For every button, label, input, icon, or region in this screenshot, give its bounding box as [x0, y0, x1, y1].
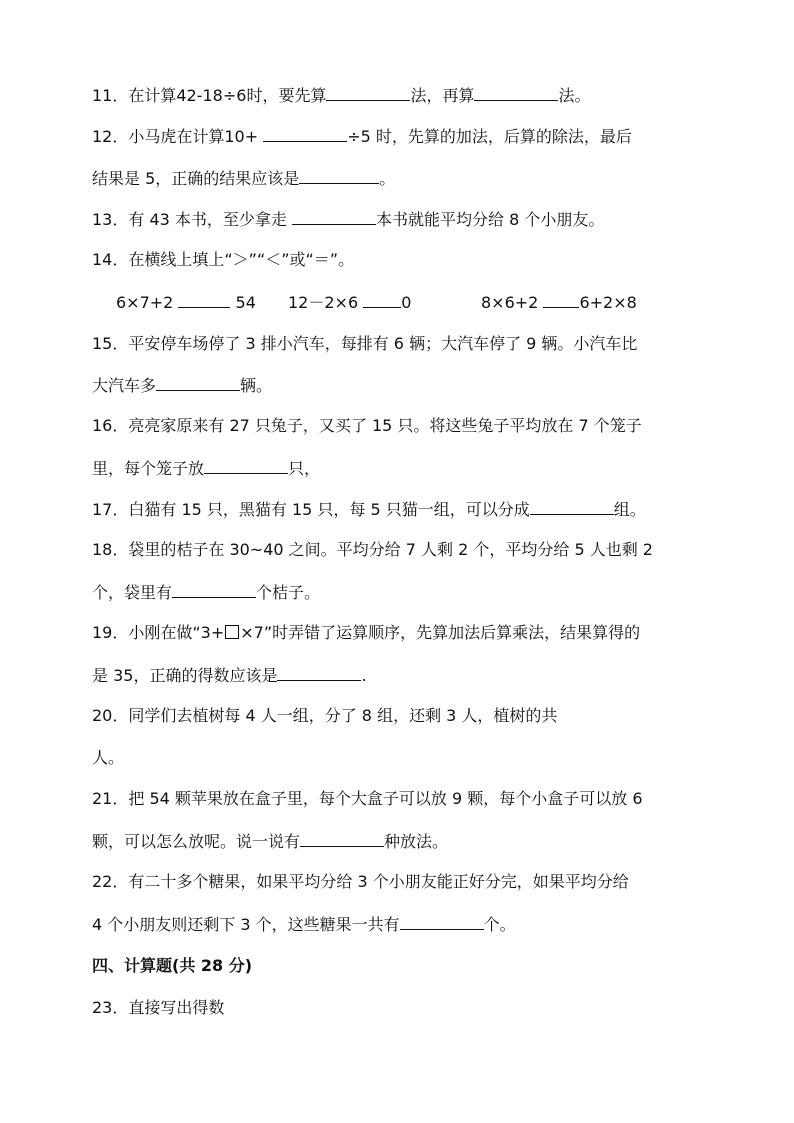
blank-square-icon [225, 625, 239, 639]
q14-text: 14．在横线上填上“＞”“＜”或“＝”。 [92, 250, 355, 269]
question-18 [92, 538, 653, 562]
question-21 [92, 787, 643, 811]
section-4-title: 四、计算题(共 28 分) [92, 956, 253, 975]
question-23 [92, 996, 224, 1020]
q17-text-1: 17．白猫有 15 只，黑猫有 15 只，每 5 只猫一组，可以分成 [92, 500, 530, 519]
question-14 [92, 248, 354, 272]
q14-expr-1-left: 6×7+2 [116, 293, 174, 312]
q14-blank-1[interactable] [178, 290, 230, 308]
question-14-expressions [0, 290, 794, 314]
q13-blank[interactable] [292, 207, 376, 225]
q16-text-1: 16．亮亮家原来有 27 只兔子，又买了 15 只。将这些兔子平均放在 7 个笼子 [92, 416, 642, 435]
q19-text-1: 19．小刚在做“3+ [92, 623, 225, 642]
q14-expr-1-right: 54 [235, 293, 256, 312]
q18-text-1: 18．袋里的桔子在 30~40 之间。平均分给 7 人剩 2 个，平均分给 5 人也剩 2 [92, 540, 653, 559]
q12-text-1: 12．小马虎在计算10+ [92, 127, 264, 146]
question-16-line-2 [92, 456, 320, 480]
question-22-line-2 [92, 912, 516, 936]
q14-comparison-1 [116, 290, 256, 315]
q15-text-2: 大汽车多 [92, 376, 157, 395]
question-19 [92, 621, 640, 645]
question-16 [92, 414, 642, 438]
question-15-line-2 [92, 373, 272, 397]
q20-text-1: 20．同学们去植树每 4 人一组，分了 8 组，还剩 3 人，植树的共 [92, 706, 558, 725]
question-19-line-2 [92, 663, 367, 687]
q22-text-2: 4 个小朋友则还剩下 3 个，这些糖果一共有 [92, 915, 400, 934]
q12-blank-1[interactable] [263, 124, 347, 142]
question-15 [92, 332, 637, 356]
q14-expr-2-right: 0 [401, 293, 412, 312]
q11-blank-1[interactable] [326, 83, 410, 101]
q11-blank-2[interactable] [474, 83, 558, 101]
q18-text-3: 个桔子。 [256, 583, 321, 602]
q21-text-3: 种放法。 [384, 832, 449, 851]
question-21-line-2 [92, 829, 448, 853]
q12-text-4: 。 [379, 169, 396, 188]
q12-blank-2[interactable] [299, 166, 379, 184]
q14-expr-3-left: 8×6+2 [481, 293, 539, 312]
section-heading [92, 954, 252, 978]
question-12 [92, 124, 632, 148]
q23-text: 23．直接写出得数 [92, 998, 225, 1017]
q16-text-2: 里，每个笼子放 [92, 459, 205, 478]
question-13 [92, 207, 604, 231]
q14-blank-3[interactable] [543, 290, 579, 308]
q19-text-2: ×7”时弄错了运算顺序，先算加法后算乘法，结果算得的 [240, 623, 641, 642]
q20-text-2: 人。 [92, 748, 125, 767]
q19-text-3: 是 35，正确的得数应该是 [92, 666, 278, 685]
q15-text-1: 15．平安停车场停了 3 排小汽车，每排有 6 辆；大汽车停了 9 辆。小汽车比 [92, 334, 638, 353]
q14-comparison-3 [481, 290, 637, 315]
q21-blank[interactable] [300, 829, 384, 847]
q22-text-3: 个。 [483, 915, 516, 934]
q12-text-3: 结果是 5，正确的结果应该是 [92, 169, 300, 188]
q16-blank[interactable] [204, 456, 288, 474]
q22-text-1: 22．有二十多个糖果，如果平均分给 3 个小朋友能正好分完，如果平均分给 [92, 872, 629, 891]
q11-text-1: 11．在计算42-18÷6时，要先算 [92, 86, 327, 105]
q14-blank-2[interactable] [363, 290, 401, 308]
question-18-line-2 [92, 580, 320, 604]
question-20-line-2 [92, 746, 124, 770]
q15-text-3: 辆。 [240, 376, 273, 395]
q19-text-4: . [361, 666, 367, 685]
q17-blank[interactable] [530, 497, 614, 515]
q14-expr-2-left: 12－2×6 [288, 293, 359, 312]
question-22 [92, 870, 629, 894]
q14-comparison-2 [288, 290, 411, 315]
q17-text-2: 组。 [613, 500, 646, 519]
question-17 [92, 497, 646, 521]
q16-text-3: 只， [288, 459, 321, 478]
question-20 [92, 704, 557, 728]
q11-text-2: 法，再算 [410, 86, 475, 105]
q18-blank[interactable] [172, 580, 256, 598]
q21-text-2: 颗，可以怎么放呢。说一说有 [92, 832, 301, 851]
q11-text-3: 法。 [558, 86, 591, 105]
q14-expr-3-right: 6+2×8 [579, 293, 637, 312]
q13-text-1: 13．有 43 本书，至少拿走 [92, 210, 292, 229]
q13-text-2: 本书就能平均分给 8 个小朋友。 [375, 210, 605, 229]
q18-text-2: 个，袋里有 [92, 583, 173, 602]
q19-blank[interactable] [277, 663, 361, 681]
q12-text-2: ÷5 时，先算的加法，后算的除法，最后 [347, 127, 632, 146]
question-12-line-2 [92, 166, 395, 190]
q22-blank[interactable] [400, 912, 484, 930]
q15-blank[interactable] [156, 373, 240, 391]
question-11 [92, 83, 590, 107]
q21-text-1: 21．把 54 颗苹果放在盒子里，每个大盒子可以放 9 颗，每个小盒子可以放 6 [92, 789, 643, 808]
